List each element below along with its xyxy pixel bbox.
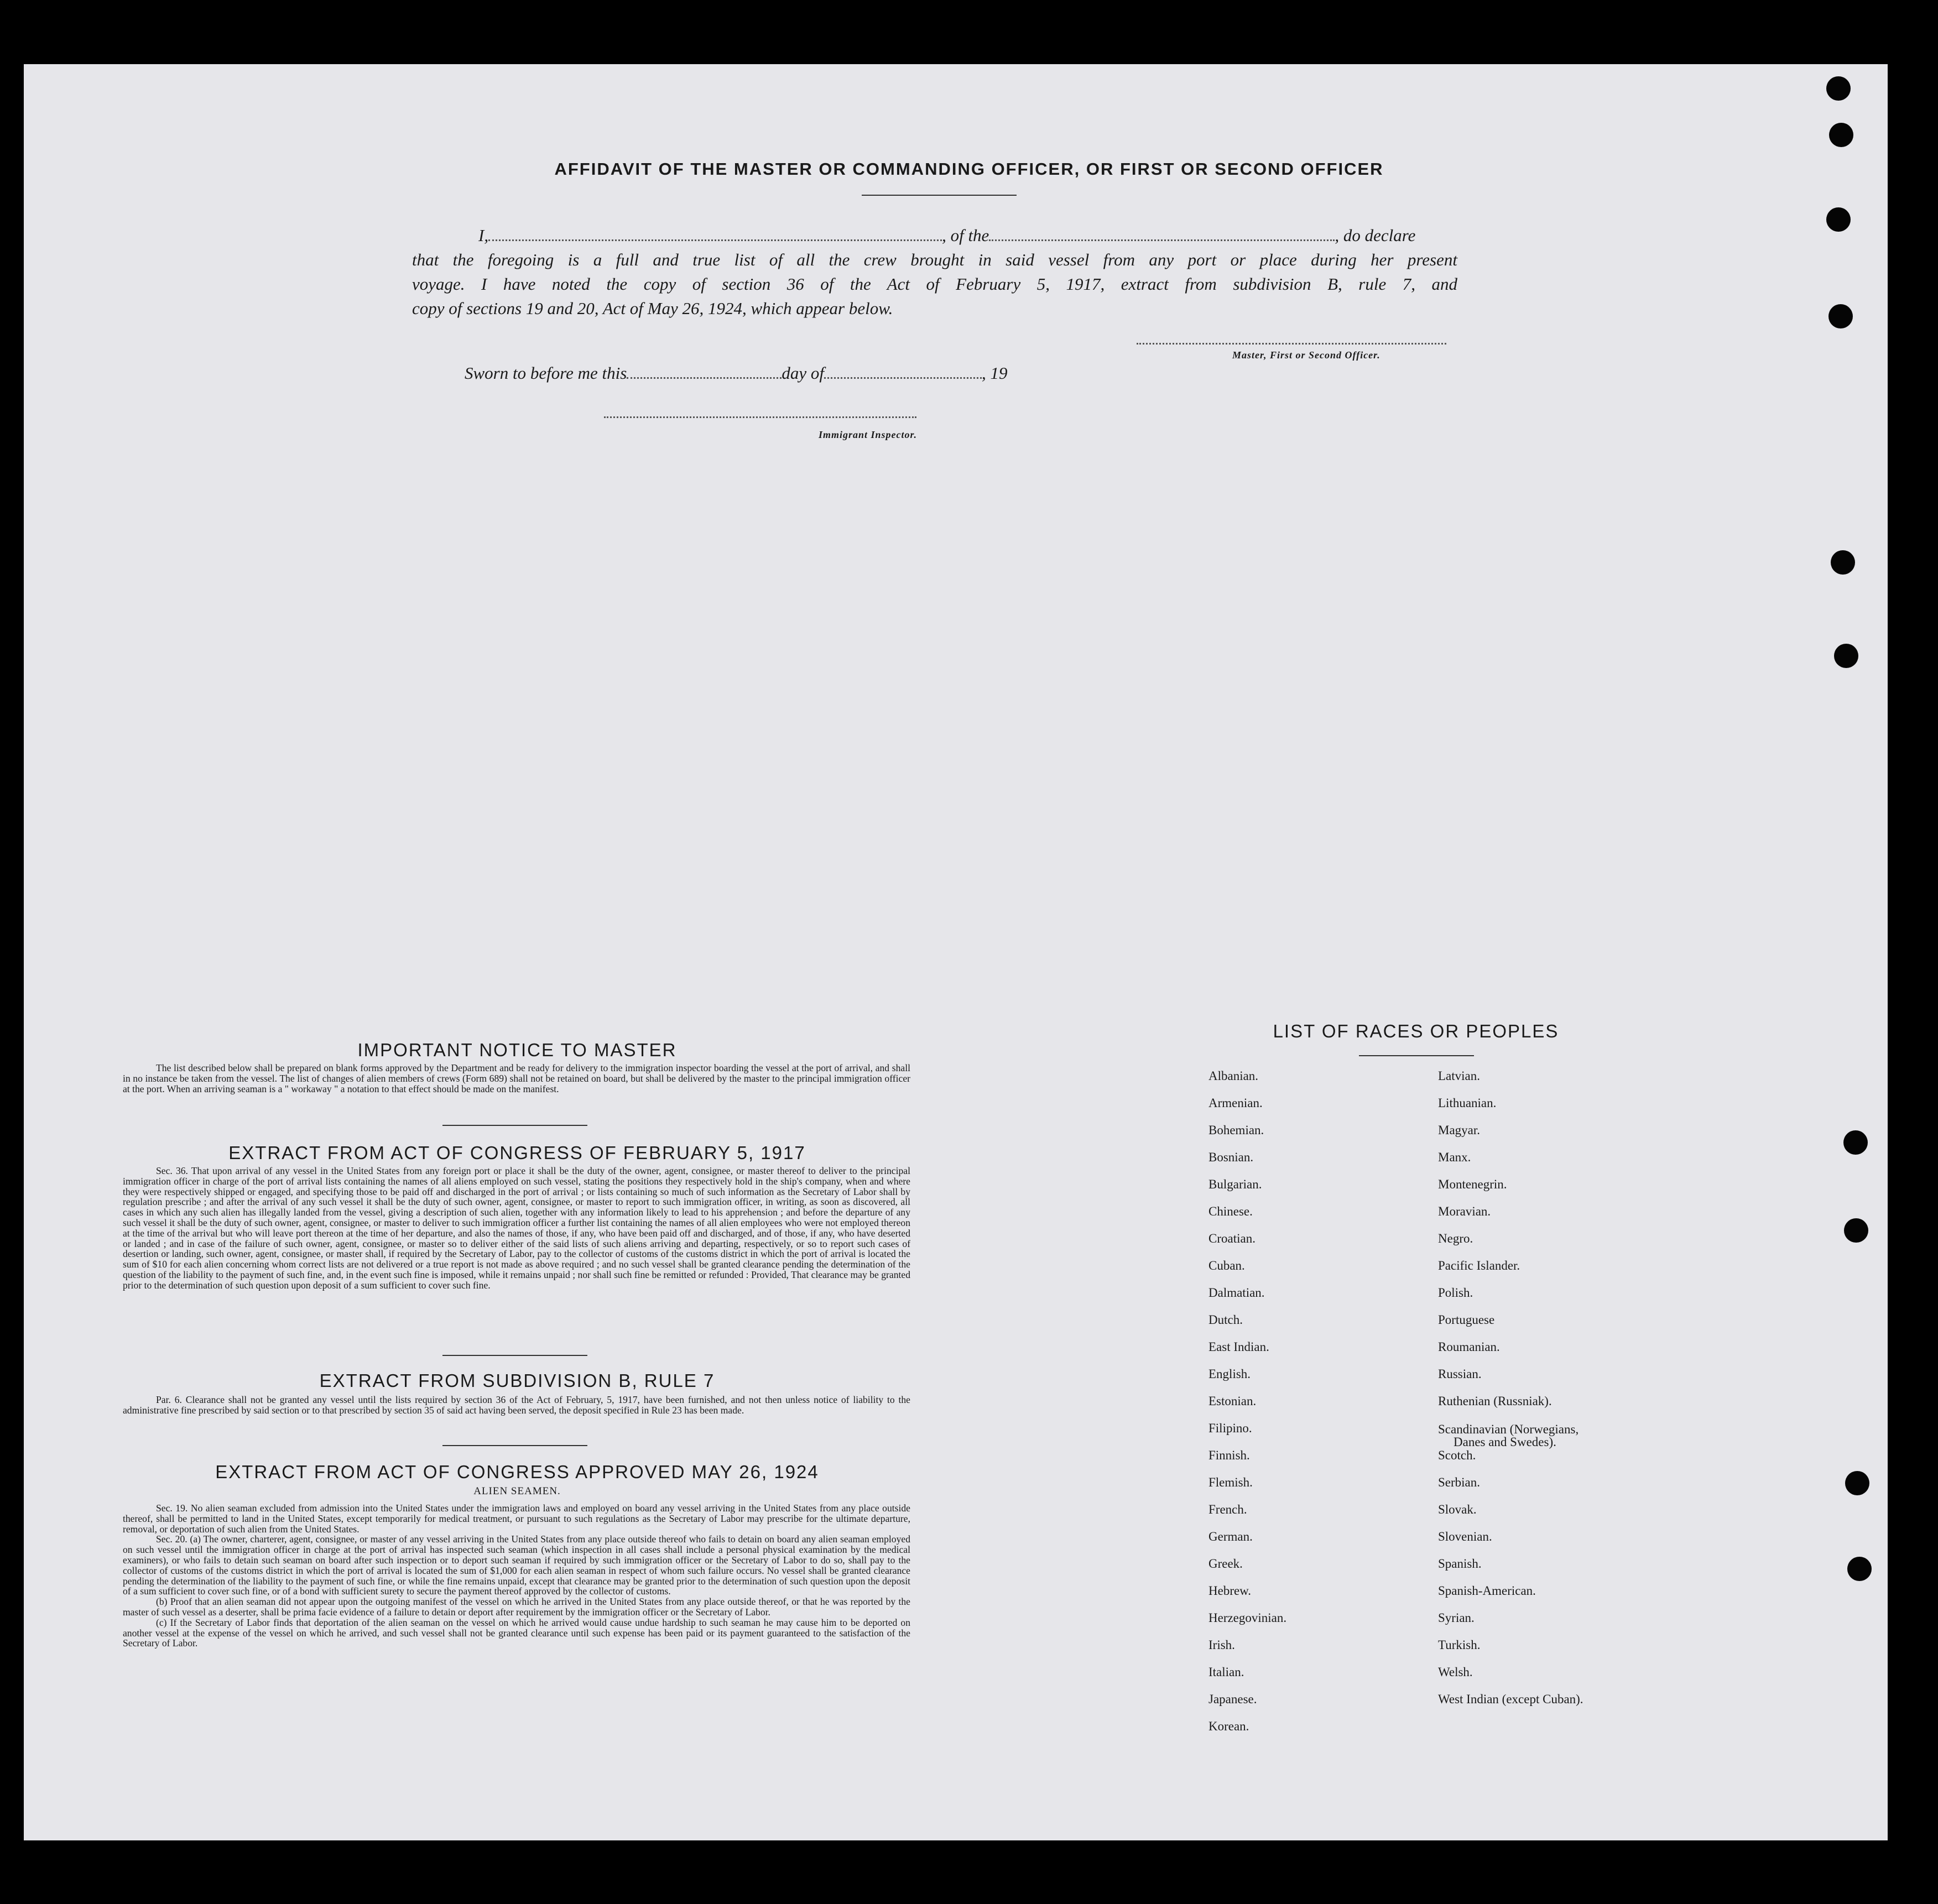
race-item: French. [1208,1503,1247,1516]
section-36-paragraph: Sec. 36. That upon arrival of any vessel in the United States from any foreign port or place it shall be the duty of the owner, agent, consignee, or master thereof to deliver to the principal immigration officer in charge of the port of arrival lists containing the names of all aliens employed on such vessel, stating the positions they respectively hold in the ship's company, when and where they were respectively shipped or engaged, and specifying those to be paid off and discharged in the port of arrival ; or lists containing so much of such information as the Secretary of Labor shall by regulation prescribe ; and after the arrival of any such vessel it shall be the duty of such owner, agent, consignee, or master to report to such immigration officer, in writing, as soon as discovered, all cases in which any such alien has illegally landed from the vessel, giving a description of such alien, together with any information likely to lead to his apprehension ; and before the departure of any such vessel it shall be the duty of such owner, agent, consignee, or master to deliver to such immigration officer a further list containing the names of all alien employees who were not employed thereon at the time of the arrival but who will leave port thereon at the time of her departure, and also the names of those, if any, who have been paid off and discharged, and of those, if any, who have deserted or landed ; and in case of the failure of such owner, agent, consignee, or master so to deliver either of the said lists of such aliens arriving and departing, respectively, or so to report such cases of desertion or landing, such owner, agent, consignee, or master shall, if required by the Secretary of Labor, pay to the collector of customs of the customs district in which the port of arrival is located the sum of $10 for each alien concerning whom correct lists are not delivered or a true report is not made as above required ; and no such vessel shall be granted clearance pending the determination of the question of the liability to the payment of such fine, and, in the event such fine is imposed, while it remains unpaid ; nor shall such fine be remitted or refunded : Provided, That clearance may be granted prior to the determination of such question upon deposit of a sum sufficient to cover such fine. [123,1165,910,1291]
race-item: Scandinavian (Norwegians, [1438,1422,1579,1436]
do-declare-label: , do declare [1335,226,1416,245]
notice-body [123,1063,910,1094]
notice-heading: IMPORTANT NOTICE TO MASTER [357,1040,677,1060]
race-item: Chinese. [1208,1204,1253,1218]
race-item: Roumanian. [1438,1340,1500,1354]
race-item: Estonian. [1208,1394,1257,1408]
race-item: Hebrew. [1208,1584,1252,1598]
race-item: Japanese. [1208,1692,1257,1706]
race-item: Bosnian. [1208,1150,1254,1164]
binder-hole [1845,1471,1869,1495]
affidavit-title: AFFIDAVIT OF THE MASTER OR COMMANDING OFFICER, OR FIRST OR SECOND OFFICER [554,159,1384,179]
declaration-line-4: copy of sections 19 and 20, Act of May 26, 1924, which appear below. [412,299,893,318]
race-item: Serbian. [1438,1475,1481,1489]
extract-1924-body [123,1503,910,1649]
day-of-label: day of [782,363,824,383]
race-item: Spanish-American. [1438,1584,1536,1598]
races-heading-underline [1359,1055,1474,1056]
declaration-line-1 [412,226,1457,246]
sworn-day-field[interactable] [627,377,782,379]
race-item: Scotch. [1438,1448,1476,1462]
race-item: Slovak. [1438,1503,1477,1516]
extract-1924-heading: EXTRACT FROM ACT OF CONGRESS APPROVED MAY 26, 1924 [215,1462,819,1482]
race-item: Magyar. [1438,1123,1481,1137]
race-item: Polish. [1438,1286,1473,1300]
race-item: Irish. [1208,1638,1235,1652]
notice-paragraph: The list described below shall be prepared on blank forms approved by the Department and be ready for delivery to the immigration inspector boarding the vessel at the port of arrival, and shall in no instance be taken from the vessel. The list of changes of alien members of crews (Form 689) shall not be retained on board, but shall be delivered by the master to the principal immigration officer at the port. When an arriving seaman is a " workaway " a notation to that effect should be made on the manifest. [123,1062,910,1094]
races-right-column [1438,1068,1583,1719]
inspector-signature-field[interactable] [604,416,916,418]
extract-1917-body [123,1166,910,1291]
race-item: Armenian. [1208,1096,1263,1110]
race-item: Filipino. [1208,1421,1252,1435]
year-prefix: , 19 [981,363,1008,383]
race-item: Albanian. [1208,1069,1259,1083]
race-item: Portuguese [1438,1313,1495,1327]
declaration-line-2: that the foregoing is a full and true list of all the crew brought in said vessel from any port or place during her present [412,250,1457,269]
race-item: Bohemian. [1208,1123,1264,1137]
section-20a-paragraph: Sec. 20. (a) The owner, charterer, agent, consignee, or master of any vessel arriving in the United States from any place outside thereof who fails to detain on board any alien seaman employed on such vessel until the immigration officer in charge at the port of arrival has inspected such seaman (which inspection in all cases shall include a personal physical examination by the medical examiners), or who fails to detain such seaman on board after such inspection or to deport such seaman if required by such immigration officer or the Secretary of Labor to do so, shall pay to the collector of customs of the customs district in which the port of arrival is located the sum of $1,000 for each alien seaman in respect of whom such failure occurs. No vessel shall be granted clearance pending the determination of the liability to the payment of such fine, or while the fine remains unpaid, except that clearance may be granted prior to the determination of such question upon the deposit of a sum sufficient to cover such fine, or of a bond with sufficient surety to secure the payment thereof approved by the collector of customs. [123,1533,910,1597]
race-item: Italian. [1208,1665,1244,1679]
race-item: Moravian. [1438,1204,1491,1218]
race-item: Bulgarian. [1208,1177,1262,1191]
race-item: Croatian. [1208,1232,1255,1245]
race-item: Lithuanian. [1438,1096,1497,1110]
section-20b-paragraph: (b) Proof that an alien seaman did not appear upon the outgoing manifest of the vessel on which he arrived in the United States from any place outside thereof, or that he was reported by the master of such vessel as a deserter, shall be prima facie evidence of a failure to detain or deport after requirement by the immigration officer or the Secretary of Labor. [123,1596,910,1618]
inspector-signature-caption: Immigrant Inspector. [819,429,918,440]
master-signature-field[interactable] [1137,343,1446,345]
race-item: English. [1208,1367,1251,1381]
race-item: Turkish. [1438,1638,1481,1652]
race-item: Montenegrin. [1438,1177,1507,1191]
race-item: Syrian. [1438,1611,1475,1625]
sworn-label: Sworn to before me this [465,363,627,383]
of-the-label: , of the [942,226,989,245]
section-divider [442,1445,587,1446]
race-item: Spanish. [1438,1557,1482,1571]
race-item: Pacific Islander. [1438,1259,1520,1272]
binder-hole [1826,76,1851,101]
binder-hole [1834,644,1858,668]
race-item: Cuban. [1208,1259,1245,1272]
section-divider [442,1125,587,1126]
race-item-continuation: Danes and Swedes). [1454,1435,1556,1449]
race-item: East Indian. [1208,1340,1269,1354]
sworn-month-field[interactable] [824,377,982,379]
declaration-line-3: voyage. I have noted the copy of section 36 of the Act of February 5, 1917, extract from subdivision B, rule 7, and [412,274,1457,294]
declarant-name-field[interactable] [488,239,942,241]
binder-hole [1826,207,1851,232]
binder-hole [1844,1218,1868,1243]
race-item: Finnish. [1208,1448,1250,1462]
title-underline [862,195,1017,196]
race-item: Korean. [1208,1719,1249,1733]
race-item: Dalmatian. [1208,1286,1265,1300]
vessel-name-field[interactable] [989,239,1335,241]
section-20c-paragraph: (c) If the Secretary of Labor finds that deportation of the alien seaman on the vessel on which he arrived would cause undue hardship to such seaman he may cause him to be deported on another vessel at the expense of the vessel on which he arrived, and such vessel shall not be granted clearance until such expense has been paid or its payment guaranteed to the satisfaction of the Secretary of Labor. [123,1616,910,1649]
binder-hole [1829,123,1853,147]
race-item: Negro. [1438,1232,1473,1245]
master-signature-caption: Master, First or Second Officer. [1232,349,1380,361]
race-item: Russian. [1438,1367,1482,1381]
races-left-column [1208,1068,1286,1746]
race-item: Welsh. [1438,1665,1473,1679]
alien-seamen-subheading: ALIEN SEAMEN. [473,1485,561,1497]
races-heading: LIST OF RACES OR PEOPLES [1273,1021,1559,1041]
race-item: German. [1208,1530,1253,1543]
section-19-paragraph: Sec. 19. No alien seaman excluded from admission into the United States under the immigration laws and employed on board any vessel arriving in the United States from any place outside thereof, shall be permitted to land in the United States, except temporarily for medical treatment, or pursuant to such regulations as the Secretary of Labor may prescribe for the ultimate departure, removal, or deportation of such alien from the United States. [123,1503,910,1535]
extract-rule7-body [123,1395,910,1416]
extract-rule7-heading: EXTRACT FROM SUBDIVISION B, RULE 7 [319,1370,715,1391]
race-item: Dutch. [1208,1313,1243,1327]
race-item-multiline [1438,1421,1583,1448]
race-item: Herzegovinian. [1208,1611,1287,1625]
extract-1917-heading: EXTRACT FROM ACT OF CONGRESS OF FEBRUARY 5, 1917 [228,1143,806,1163]
race-item: Flemish. [1208,1475,1253,1489]
declarant-prefix: I, [478,226,489,245]
race-item: West Indian (except Cuban). [1438,1692,1583,1706]
binder-hole [1843,1130,1868,1155]
sworn-line [465,363,1510,383]
paragraph-6: Par. 6. Clearance shall not be granted any vessel until the lists required by section 36 of the Act of February, 5, 1917, have been furnished, and not then unless notice of liability to the administrative fine prescribed by said section or to that prescribed by section 35 of said act having been served, the deposit specified in Rule 23 has been made. [123,1394,910,1416]
race-item: Slovenian. [1438,1530,1492,1543]
binder-hole [1847,1557,1872,1581]
race-item: Ruthenian (Russniak). [1438,1394,1552,1408]
section-divider [442,1355,587,1356]
race-item: Greek. [1208,1557,1243,1571]
race-item: Manx. [1438,1150,1471,1164]
binder-hole [1828,304,1853,328]
race-item: Latvian. [1438,1069,1480,1083]
binder-hole [1831,550,1855,575]
